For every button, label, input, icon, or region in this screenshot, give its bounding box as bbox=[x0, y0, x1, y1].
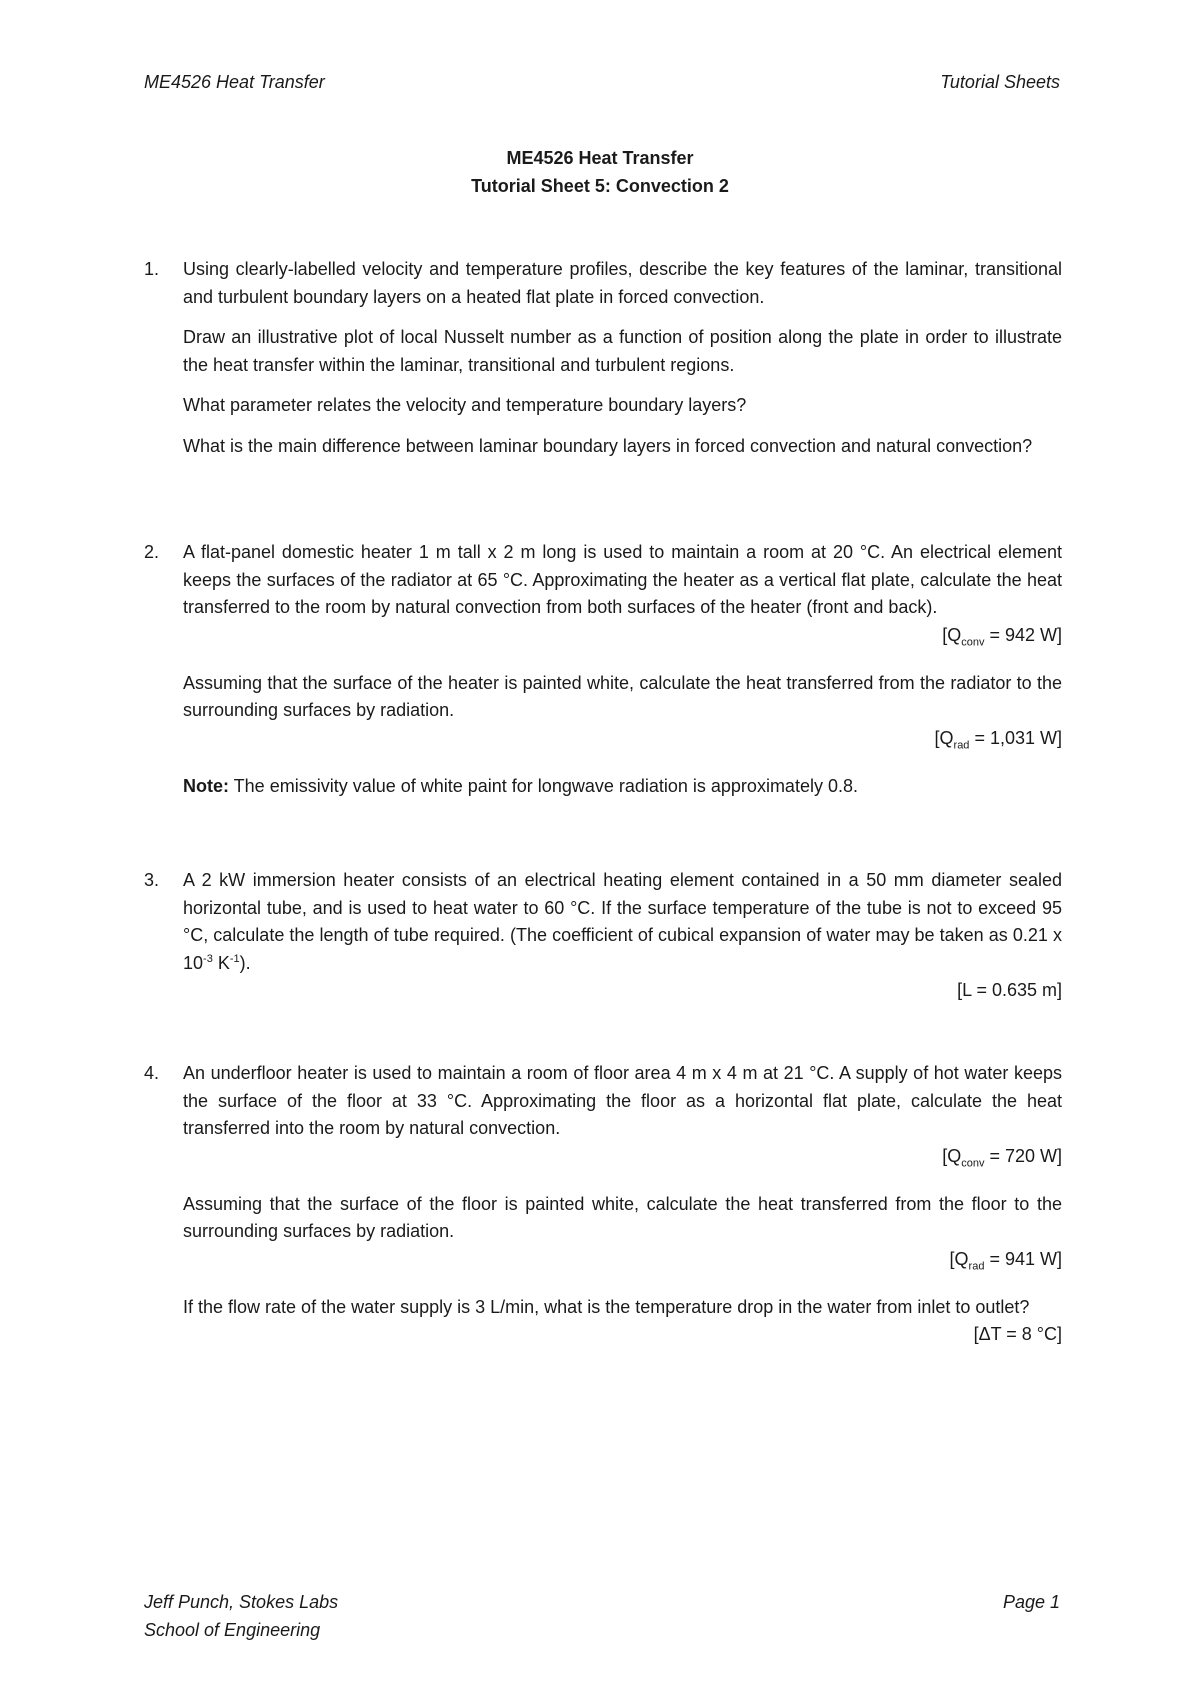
answer-q-conv: [$Q_{conv} = 720$ W] bbox=[942, 1145, 1062, 1170]
answer-q-rad: [$Q_{rad} = 941$ W] bbox=[949, 1248, 1062, 1273]
question-number: 2. bbox=[144, 542, 160, 562]
question-text: What is the main difference between laminar boundary layers in forced convection and natural convection? bbox=[183, 435, 1033, 456]
question-1 bbox=[144, 256, 1062, 473]
question-number: 1. bbox=[144, 259, 160, 279]
footer-page-number: Page 1 bbox=[1002, 1592, 1060, 1612]
question-number: 4. bbox=[144, 1063, 160, 1083]
answer-q-conv: [$Q_{conv} = 942$ W] bbox=[942, 624, 1062, 649]
note-label: Note: bbox=[183, 775, 229, 796]
question-4 bbox=[144, 1060, 1062, 1362]
page-title: ME4526 Heat Transfer bbox=[506, 148, 694, 168]
header-course: ME4526 Heat Transfer bbox=[144, 72, 325, 92]
footer-author: Jeff Punch, Stokes Labs bbox=[144, 1592, 339, 1612]
note-text: The emissivity value of white paint for longwave radiation is approximately 0.8. bbox=[229, 775, 858, 796]
question-number: 3. bbox=[144, 870, 160, 890]
question-text: Assuming that the surface of the floor is painted white, calculate the heat transferred from the floor to the surrounding surfaces by radiation. bbox=[183, 1193, 1062, 1242]
question-text: Draw an illustrative plot of local Nusselt number as a function of position along the plate in order to illustrate the heat transfer within the laminar, transitional and turbulent regions. bbox=[183, 327, 1062, 375]
note bbox=[183, 773, 1062, 801]
footer-school: School of Engineering bbox=[144, 1620, 321, 1640]
question-text: Using clearly-labelled velocity and temperature profiles, describe the key features of the laminar, transitional and turbulent boundary layers on a heated flat plate in forced convection. bbox=[183, 259, 1062, 307]
page-subtitle: Tutorial Sheet 5: Convection 2 bbox=[471, 176, 729, 196]
question-3 bbox=[144, 867, 1062, 1018]
question-text: A flat-panel domestic heater 1 m tall x 2 m long is used to maintain a room at 20 °C. An electrical element keeps the surfaces of the radiator at 65 °C. Approximating the heater as a vertical flat plate, calculate the heat transferred to the room by natural convection from both surfaces of the heater (front and back). bbox=[183, 542, 1062, 617]
question-2 bbox=[144, 539, 1062, 813]
answer-q-rad: [$Q_{rad} = 1,031$ W] bbox=[934, 727, 1062, 752]
answer-delta-t: [ΔT = 8 °C] bbox=[973, 1324, 1062, 1345]
header-section: Tutorial Sheets bbox=[940, 72, 1060, 92]
question-text: What parameter relates the velocity and temperature boundary layers? bbox=[183, 395, 747, 415]
question-text: Assuming that the surface of the heater is painted white, calculate the heat transferred from the radiator to the surrounding surfaces by radiation. bbox=[183, 672, 1062, 721]
question-text: A 2 kW immersion heater consists of an electrical heating element contained in a 50 mm diameter sealed horizontal tube, and is used to heat water to 60 °C. If the surface temperature of the tube is not to exceed 95 °C, calculate the length of tube required. (The coefficient of cubical expansion of water may be taken as 0.21 x $10^{-3}$ $K^{-1}$). bbox=[183, 870, 1062, 973]
answer-length: [L = 0.635 m] bbox=[957, 980, 1062, 1000]
question-text: An underfloor heater is used to maintain a room of floor area 4 m x 4 m at 21 °C. A supply of hot water keeps the surface of the floor at 33 °C. Approximating the floor as a horizontal flat plate, calculate the heat transferred into the room by natural convection. bbox=[183, 1063, 1062, 1138]
question-text: If the flow rate of the water supply is 3 L/min, what is the temperature drop in the water from inlet to outlet? bbox=[183, 1296, 1030, 1317]
